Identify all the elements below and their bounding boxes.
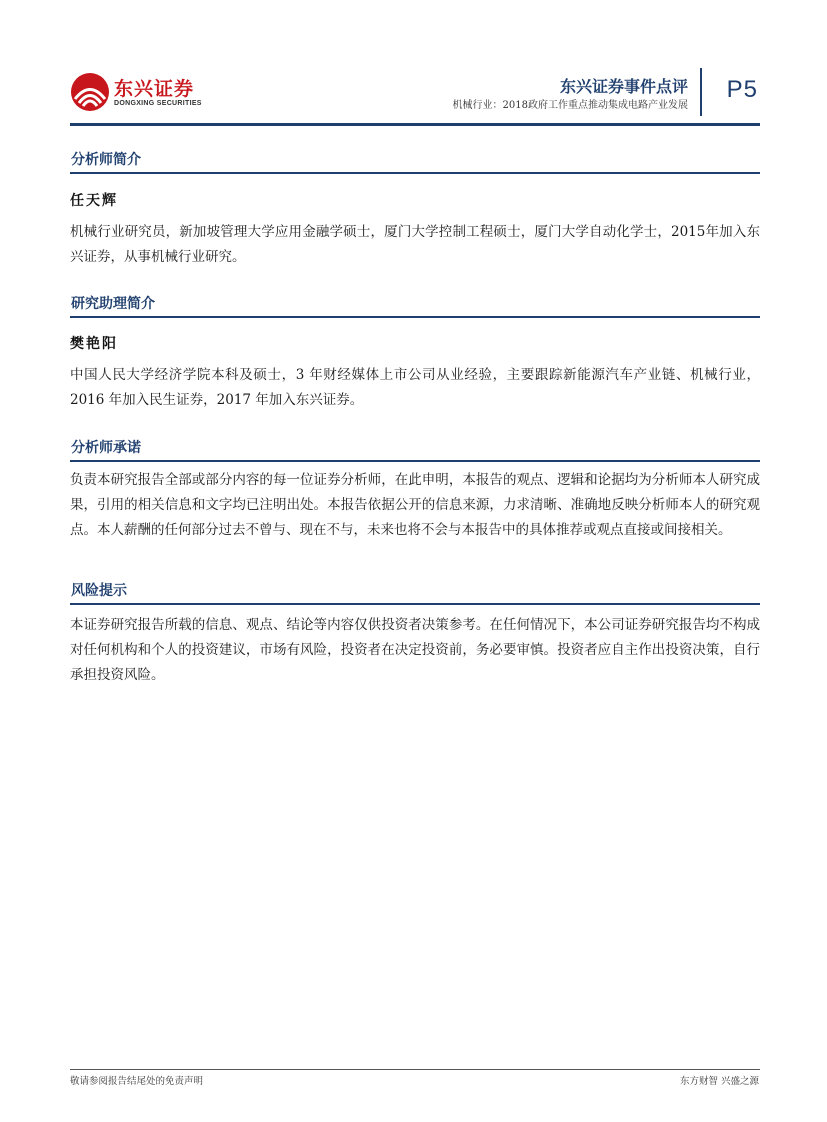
footer-rule — [70, 1069, 760, 1070]
logo-english-name: DONGXING SECURITIES — [114, 100, 202, 107]
section-analyst-commitment — [70, 438, 760, 462]
analyst-name: 任天辉 — [70, 193, 118, 209]
assistant-bio: 中国人民大学经济学院本科及硕士，3 年财经媒体上市公司从业经验，主要跟踪新能源汽车产业链、机械行业，2016 年加入民生证券，2017 年加入东兴证券。 — [70, 367, 760, 408]
header-rule — [70, 123, 760, 126]
commitment-text: 负责本研究报告全部或部分内容的每一位证券分析师，在此申明，本报告的观点、逻辑和论据均为分析师本人研究成果，引用的相关信息和文字均已注明出处。本报告依据公开的信息来源，力求清晰、准确地反映分析师本人的研究观点。本人薪酬的任何部分过去不曾与、现在不与，未来也将不会与本报告中的具体推荐或观点直接或间接相关。 — [70, 472, 760, 538]
section-rule — [70, 316, 760, 318]
analyst-bio: 机械行业研究员，新加坡管理大学应用金融学硕士，厦门大学控制工程硕士，厦门大学自动化学士，2015年加入东兴证券，从事机械行业研究。 — [70, 224, 760, 265]
section-title: 风险提示 — [71, 583, 127, 599]
logo-chinese-name: 东兴证券 — [114, 78, 195, 100]
page-number: P5 — [726, 76, 758, 103]
risk-warning-text: 本证券研究报告所载的信息、观点、结论等内容仅供投资者决策参考。在任何情况下，本公司证券研究报告均不构成对任何机构和个人的投资建议，市场有风险，投资者在决定投资前，务必要审慎。投资者应自主作出投资决策，自行承担投资风险。 — [70, 617, 760, 683]
page-header — [70, 66, 760, 124]
header-divider — [700, 68, 702, 116]
section-title: 分析师承诺 — [71, 440, 141, 456]
company-logo — [70, 72, 210, 116]
report-subtitle: 机械行业：2018政府工作重点推动集成电路产业发展 — [452, 100, 688, 111]
section-rule — [70, 172, 760, 174]
section-rule — [70, 460, 760, 462]
section-risk-warning — [70, 581, 760, 605]
section-rule — [70, 603, 760, 605]
section-analyst-intro — [70, 150, 760, 174]
section-assistant-intro — [70, 294, 760, 318]
report-type-title: 东兴证券事件点评 — [559, 77, 688, 96]
footer-disclaimer-note: 敬请参阅报告结尾处的免责声明 — [70, 1076, 204, 1087]
section-title: 研究助理简介 — [71, 296, 155, 312]
footer-slogan: 东方财智 兴盛之源 — [679, 1076, 759, 1087]
dongxing-logo-icon — [70, 72, 110, 112]
assistant-name: 樊艳阳 — [70, 336, 118, 352]
section-title: 分析师简介 — [71, 152, 141, 168]
